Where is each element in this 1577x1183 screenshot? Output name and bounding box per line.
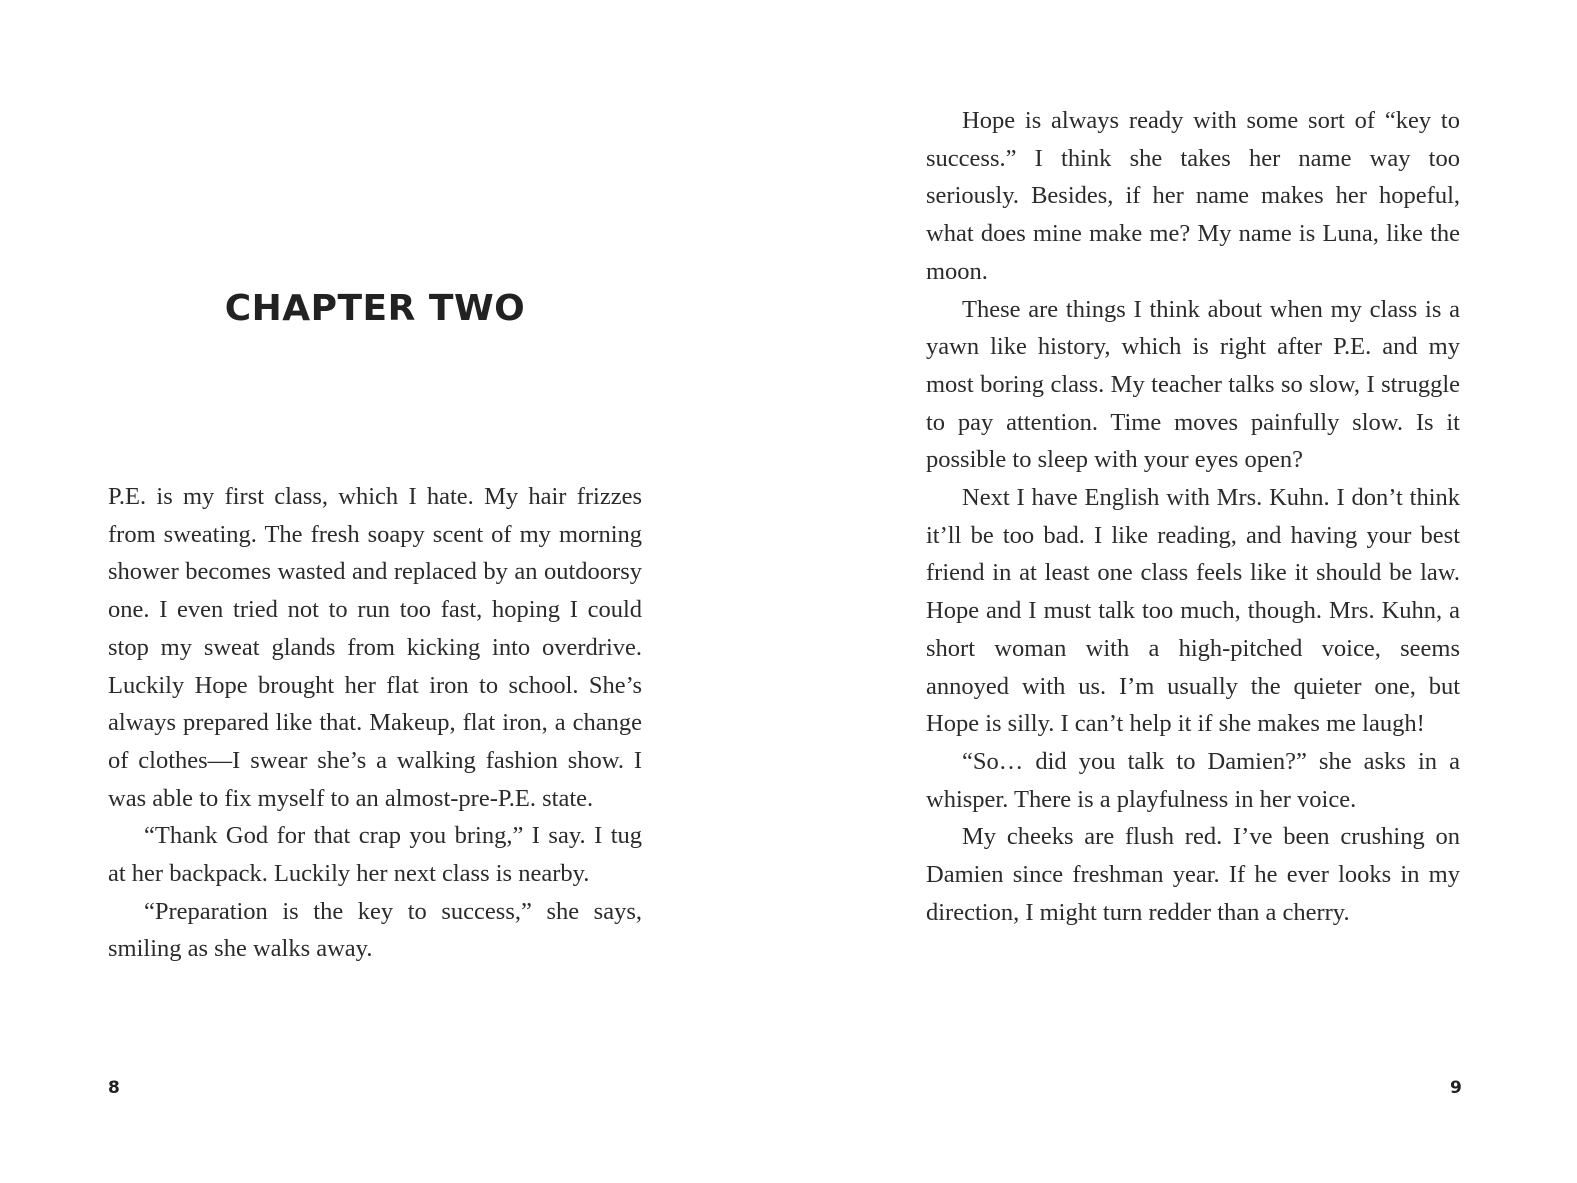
left-page <box>0 0 788 1183</box>
paragraph: These are things I think about when my class is a yawn like history, which is right after P.E. and my most boring class. My teacher talks so slow, I struggle to pay attention. Time moves painfully slow. Is it possible to sleep with your eyes open? <box>926 295 1460 474</box>
page-number-left: 8 <box>108 1078 120 1098</box>
paragraph: Hope is always ready with some sort of “key to success.” I think she takes her name way too seriously. Besides, if her name makes her hopeful, what does mine make me? My name is Luna, like the moon. <box>926 107 1460 285</box>
right-page <box>789 0 1577 1183</box>
paragraph: “Thank God for that crap you bring,” I say. I tug at her backpack. Luckily her next class is nearby. <box>108 822 642 888</box>
paragraph: My cheeks are flush red. I’ve been crushing on Damien since freshman year. If he ever looks in my direction, I might turn redder than a cherry. <box>926 823 1460 926</box>
paragraph: Next I have English with Mrs. Kuhn. I don’t think it’ll be too bad. I like reading, and having your best friend in at least one class feels like it should be law. Hope and I must talk too much, though. Mrs. Kuhn, a short woman with a high-pitched voice, seems annoyed with us. I’m usually the quieter one, but Hope is silly. I can’t help it if she makes me laugh! <box>926 484 1460 738</box>
paragraph: “Preparation is the key to success,” she says, smiling as she walks away. <box>108 897 642 963</box>
paragraph: “So… did you talk to Damien?” she asks in a whisper. There is a playfulness in her voice. <box>926 747 1460 813</box>
left-body-text <box>108 478 642 968</box>
chapter-title: CHAPTER TWO <box>224 288 526 329</box>
right-body-text <box>926 102 1460 931</box>
paragraph: P.E. is my first class, which I hate. My hair frizzes from sweating. The fresh soapy scent of my morning shower becomes wasted and replaced by an outdoorsy one. I even tried not to run too fast, hoping I could stop my sweat glands from kicking into overdrive. Luckily Hope brought her flat iron to school. She’s always prepared like that. Makeup, flat iron, a change of clothes—I swear she’s a walking fashion show. I was able to fix myself to an almost-pre-P.E. state. <box>108 483 642 812</box>
page-number-right: 9 <box>1450 1078 1462 1098</box>
